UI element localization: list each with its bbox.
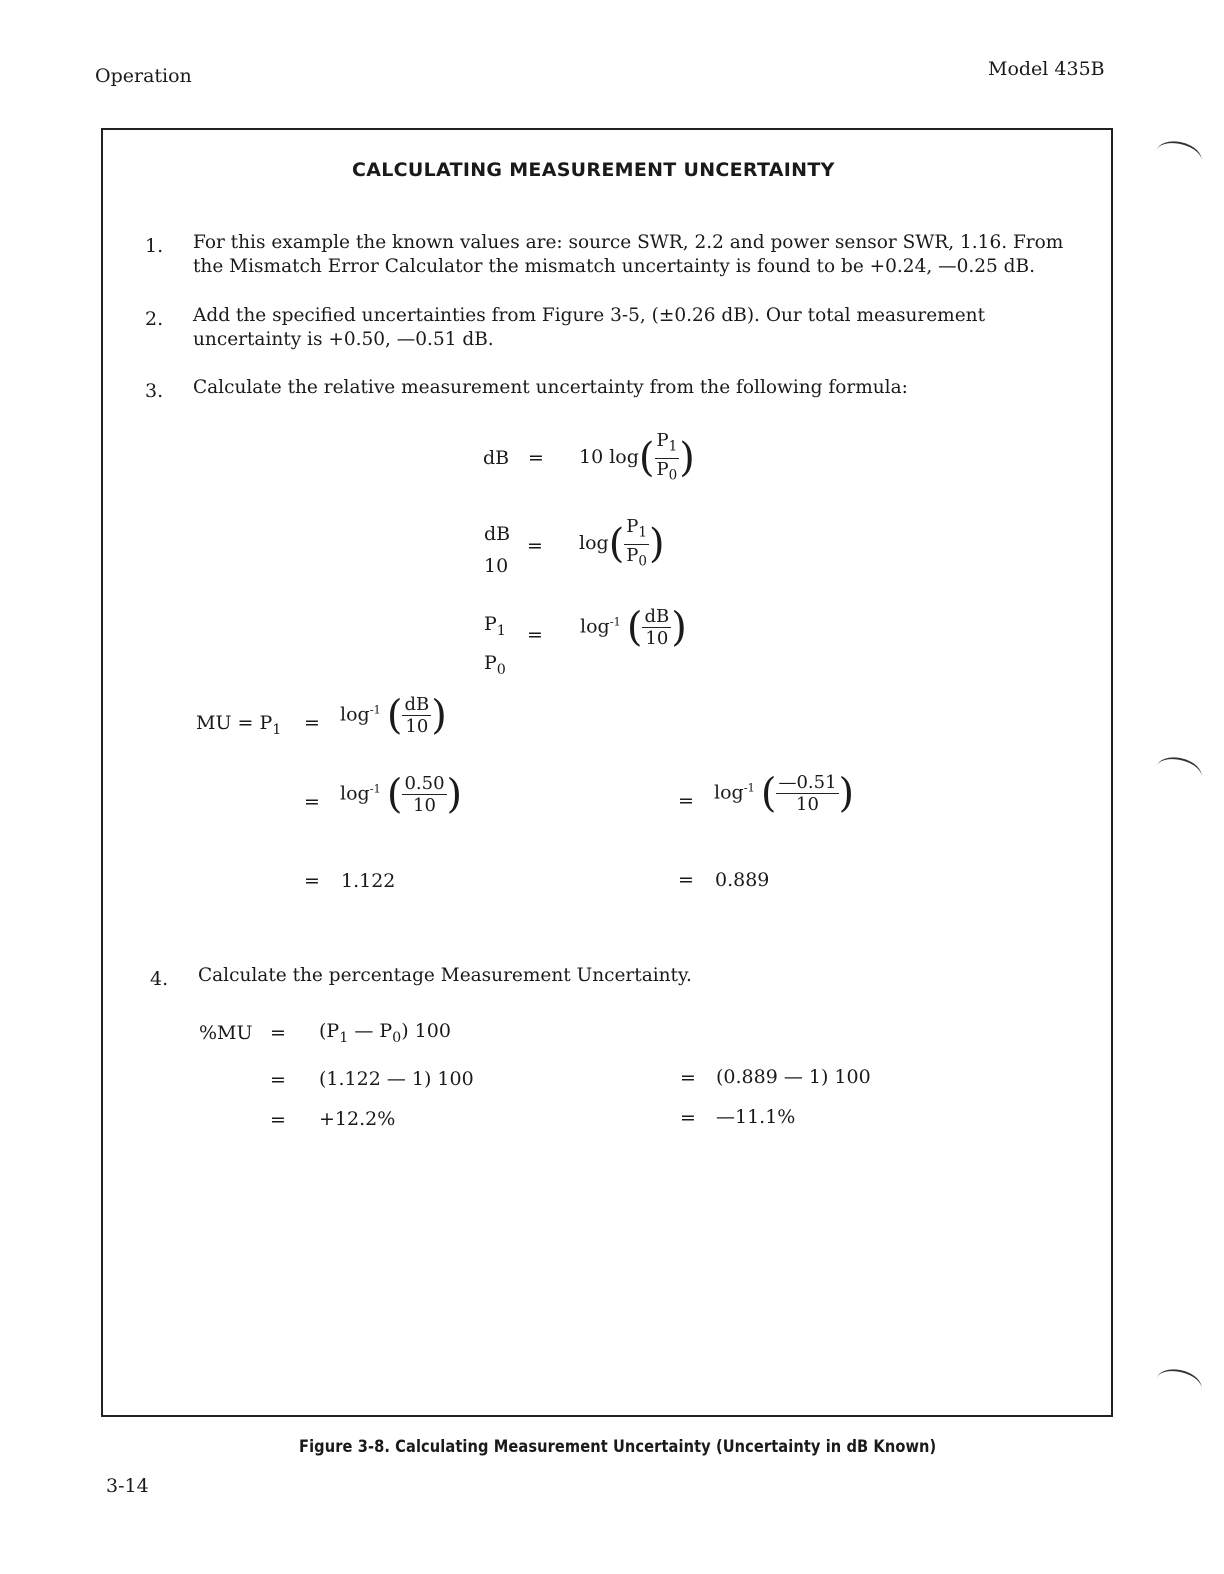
mu-loginv-db-10: $\log^{-1}$ ( $\frac{dB}{10}$ ) — [340, 692, 447, 739]
pct-calc-pos: (1.122 — 1) 100 — [319, 1068, 474, 1090]
step-text: Calculate the percentage Measurement Uncertainty. — [198, 965, 692, 986]
step-text: For this example the known values are: source SWR, 2.2 and power sensor SWR, 1.16. From the Mismatch Error Calculator the mismatch uncertainty is found to be +0.24, —0.25 dB. — [193, 232, 1064, 277]
formula-db: dB — [483, 447, 510, 469]
figure-caption: Figure 3-8. Calculating Measurement Uncertainty (Uncertainty in dB Known) — [299, 1437, 937, 1457]
mu-label: MU = $P_1$ — [196, 712, 282, 738]
step-text: Calculate the relative measurement uncertainty from the following formula: — [193, 377, 908, 398]
step-number: 1. — [145, 235, 164, 257]
equals-sign: = — [680, 1107, 696, 1129]
mu-loginv-neg: $\log^{-1}$ ( $\frac{—0.51}{10}$ ) — [714, 770, 855, 817]
figure-title: CALCULATING MEASUREMENT UNCERTAINTY — [352, 159, 835, 181]
pct-mu-label: %MU — [199, 1022, 253, 1044]
equals-sign: = — [270, 1022, 286, 1044]
equals-sign: = — [304, 791, 320, 813]
mu-loginv-pos: $\log^{-1}$ ( $\frac{0.50}{10}$ ) — [340, 771, 463, 818]
equals-sign: = — [270, 1109, 286, 1131]
equals-sign: = — [678, 869, 694, 891]
page-curl-mark — [1153, 753, 1204, 791]
formula-loginv-db-10: $\log^{-1}$ ( $\frac{dB}{10}$ ) — [580, 604, 687, 651]
section-header: Operation — [95, 65, 192, 87]
formula-db-over-10: dB 10 — [484, 523, 511, 577]
pct-result-neg: —11.1% — [716, 1106, 796, 1128]
page-curl-mark — [1153, 1365, 1204, 1403]
equals-sign: = — [527, 535, 543, 557]
formula-10log-p1-p0: 10 log( $\frac{P_1}{P_0}$ ) — [579, 430, 695, 484]
page-curl-mark — [1153, 137, 1204, 175]
equals-sign: = — [304, 712, 320, 734]
pct-result-pos: +12.2% — [319, 1108, 396, 1130]
step-number: 3. — [145, 380, 164, 402]
equals-sign: = — [304, 870, 320, 892]
mu-result-pos: 1.122 — [341, 870, 396, 892]
formula-p1-over-p0: $P_1$ $P_0$ — [484, 613, 506, 678]
pct-formula: ($P_1$ — $P_0$) 100 — [319, 1020, 451, 1046]
step-number: 2. — [145, 308, 164, 330]
equals-sign: = — [527, 624, 543, 646]
page-number: 3-14 — [106, 1475, 149, 1497]
model-header: Model 435B — [988, 58, 1105, 80]
pct-calc-neg: (0.889 — 1) 100 — [716, 1066, 871, 1088]
equals-sign: = — [270, 1069, 286, 1091]
formula-log-p1-p0: log( $\frac{P_1}{P_0}$ ) — [579, 516, 665, 570]
step-text: Add the specified uncertainties from Figure 3-5, (±0.26 dB). Our total measurement uncertainty is +0.50, —0.51 dB. — [193, 305, 986, 350]
equals-sign: = — [678, 790, 694, 812]
equals-sign: = — [528, 447, 544, 469]
equals-sign: = — [680, 1067, 696, 1089]
step-number: 4. — [150, 968, 169, 990]
mu-result-neg: 0.889 — [715, 869, 770, 891]
